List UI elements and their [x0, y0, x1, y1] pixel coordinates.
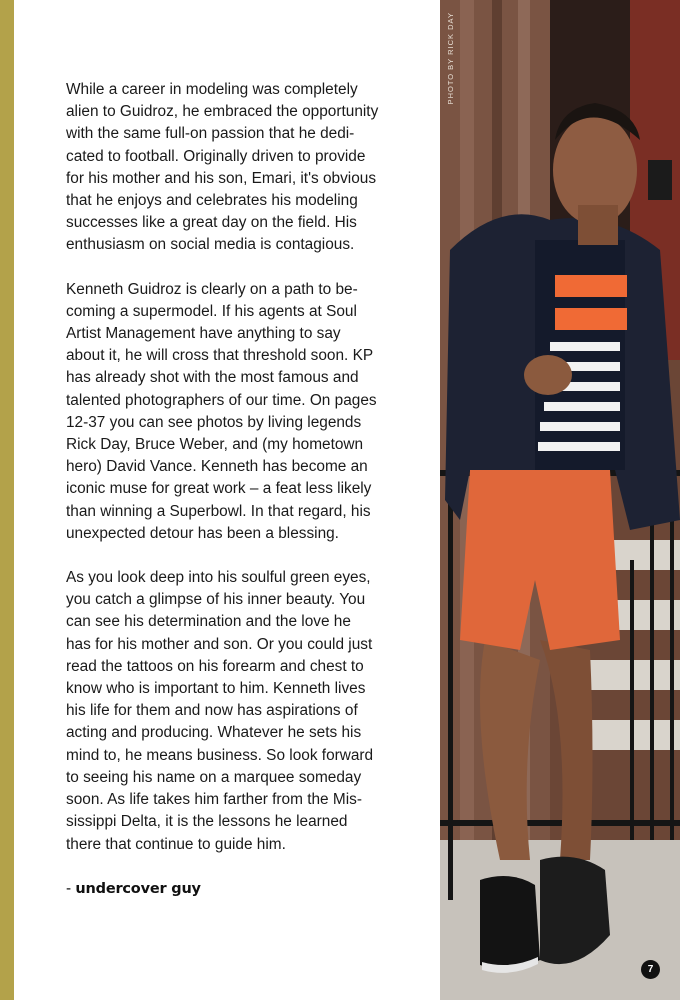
text-line: has already shot with the most famous and — [66, 369, 359, 387]
text-line: has for his mother and son. Or you could just — [66, 635, 373, 653]
text-line: Artist Management have anything to say — [66, 325, 341, 343]
text-line: you catch a glimpse of his inner beauty. You — [66, 591, 366, 609]
text-line: 12-37 you can see photos by living legends — [66, 413, 362, 431]
author-name: undercover guy — [75, 880, 201, 897]
text-line: unexpected detour has been a blessing. — [66, 524, 339, 542]
text-line: than winning a Superbowl. In that regard, his — [66, 502, 371, 520]
paragraph-1 — [66, 79, 416, 257]
text-line: read the tattoos on his forearm and chest to — [66, 657, 364, 675]
text-line: Kenneth Guidroz is clearly on a path to be- — [66, 280, 358, 298]
text-line: that he enjoys and celebrates his modeling — [66, 192, 358, 210]
page-number-badge: 7 — [641, 960, 660, 979]
text-line: mind to, he means business. So look forward — [66, 746, 374, 764]
text-line: acting and producing. Whatever he sets his — [66, 724, 362, 742]
text-line: enthusiasm on social media is contagious. — [66, 236, 355, 254]
paragraph-3 — [66, 567, 416, 856]
text-line: iconic muse for great work – a feat less likely — [66, 480, 372, 498]
text-line: successes like a great day on the field. His — [66, 214, 357, 232]
model-photo-illustration — [440, 0, 680, 1000]
text-line: soon. As life takes him farther from the Mis- — [66, 791, 362, 809]
text-line: Rick Day, Bruce Weber, and (my hometown — [66, 436, 364, 454]
page-accent-bar — [0, 0, 14, 1000]
text-line: can see his determination and the love he — [66, 613, 351, 631]
article-body — [66, 79, 416, 900]
text-line: with the same full-on passion that he dedi- — [66, 125, 355, 143]
text-line: there that continue to guide him. — [66, 835, 286, 853]
text-line: As you look deep into his soulful green eyes, — [66, 569, 371, 587]
photo-credit: PHOTO BY RICK DAY — [446, 12, 455, 105]
text-line: talented photographers of our time. On pages — [66, 391, 377, 409]
text-line: know who is important to him. Kenneth lives — [66, 680, 366, 698]
author-signoff — [66, 878, 416, 900]
text-line: cated to football. Originally driven to provide — [66, 147, 366, 165]
text-line: sissippi Delta, it is the lessons he learned — [66, 813, 348, 831]
text-line: to seeing his name on a marquee someday — [66, 768, 362, 786]
text-line: coming a supermodel. If his agents at Soul — [66, 302, 357, 320]
text-line: for his mother and his son, Emari, it's obvious — [66, 169, 377, 187]
paragraph-2 — [66, 279, 416, 545]
text-line: hero) David Vance. Kenneth has become an — [66, 458, 368, 476]
text-line: about it, he will cross that threshold soon. KP — [66, 347, 374, 365]
text-line: alien to Guidroz, he embraced the opportunity — [66, 103, 379, 121]
signoff-dash: - — [66, 879, 76, 897]
model-photo — [440, 0, 680, 1000]
text-line: his life for them and now has aspirations of — [66, 702, 358, 720]
text-line: While a career in modeling was completely — [66, 81, 358, 98]
